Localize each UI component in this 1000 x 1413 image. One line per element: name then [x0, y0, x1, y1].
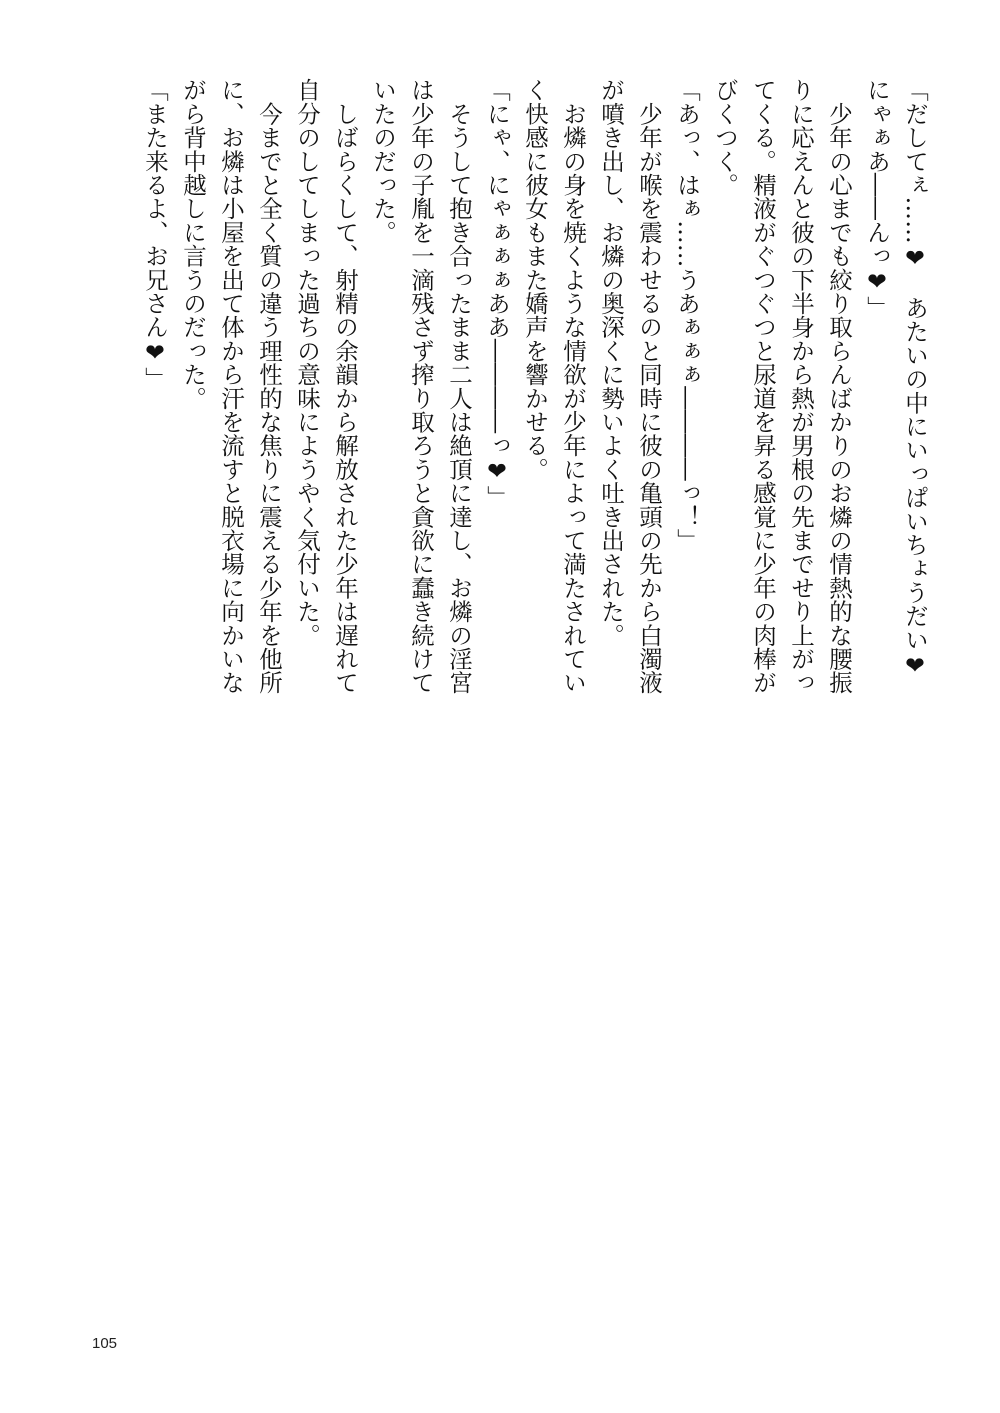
text-column: しばらくして、射精の余韻から解放された少年は遅れて — [331, 78, 359, 695]
text-column: 「にゃ、にゃぁぁぁああ――――っ❤」 — [483, 78, 511, 510]
text-column: く快感に彼女もまた嬌声を響かせる。 — [521, 78, 549, 481]
text-column: 少年の心までも絞り取らんばかりのお燐の情熱的な腰振 — [825, 78, 853, 695]
text-column: 自分のしてしまった過ちの意味にようやく気付いた。 — [293, 78, 321, 647]
text-column: は少年の子胤を一滴残さず搾り取ろうと貪欲に蠢き続けて — [407, 78, 435, 695]
text-column: 少年が喉を震わせるのと同時に彼の亀頭の先から白濁液 — [635, 78, 663, 695]
text-column: がら背中越しに言うのだった。 — [179, 78, 207, 410]
vertical-body-text — [136, 78, 934, 695]
text-column: に、お燐は小屋を出て体から汗を流すと脱衣場に向かいな — [217, 78, 245, 695]
text-column: びくつく。 — [711, 78, 739, 197]
text-column: てくる。精液がぐつぐつと尿道を昇る感覚に少年の肉棒が — [749, 78, 777, 695]
text-column: 「あっ、はぁ……うあぁぁぁ――――っ！」 — [673, 78, 701, 552]
text-column: そうして抱き合ったまま二人は絶頂に達し、お燐の淫宮 — [445, 78, 473, 695]
text-column: 「また来るよ、お兄さん❤」 — [141, 78, 169, 391]
text-column: 「だしてぇ……❤ あたいの中にいっぱいちょうだい❤ — [901, 78, 929, 680]
page-number: 105 — [92, 1335, 118, 1352]
text-column: いたのだった。 — [369, 78, 397, 244]
text-column: が噴き出し、お燐の奥深くに勢いよく吐き出された。 — [597, 78, 625, 647]
text-column: 今までと全く質の違う理性的な焦りに震える少年を他所 — [255, 78, 283, 695]
text-column: お燐の身を焼くような情欲が少年によって満たされてい — [559, 78, 587, 695]
text-column: にゃぁあ――んっ❤」 — [863, 78, 891, 320]
text-column: りに応えんと彼の下半身から熱が男根の先までせり上がっ — [787, 78, 815, 695]
